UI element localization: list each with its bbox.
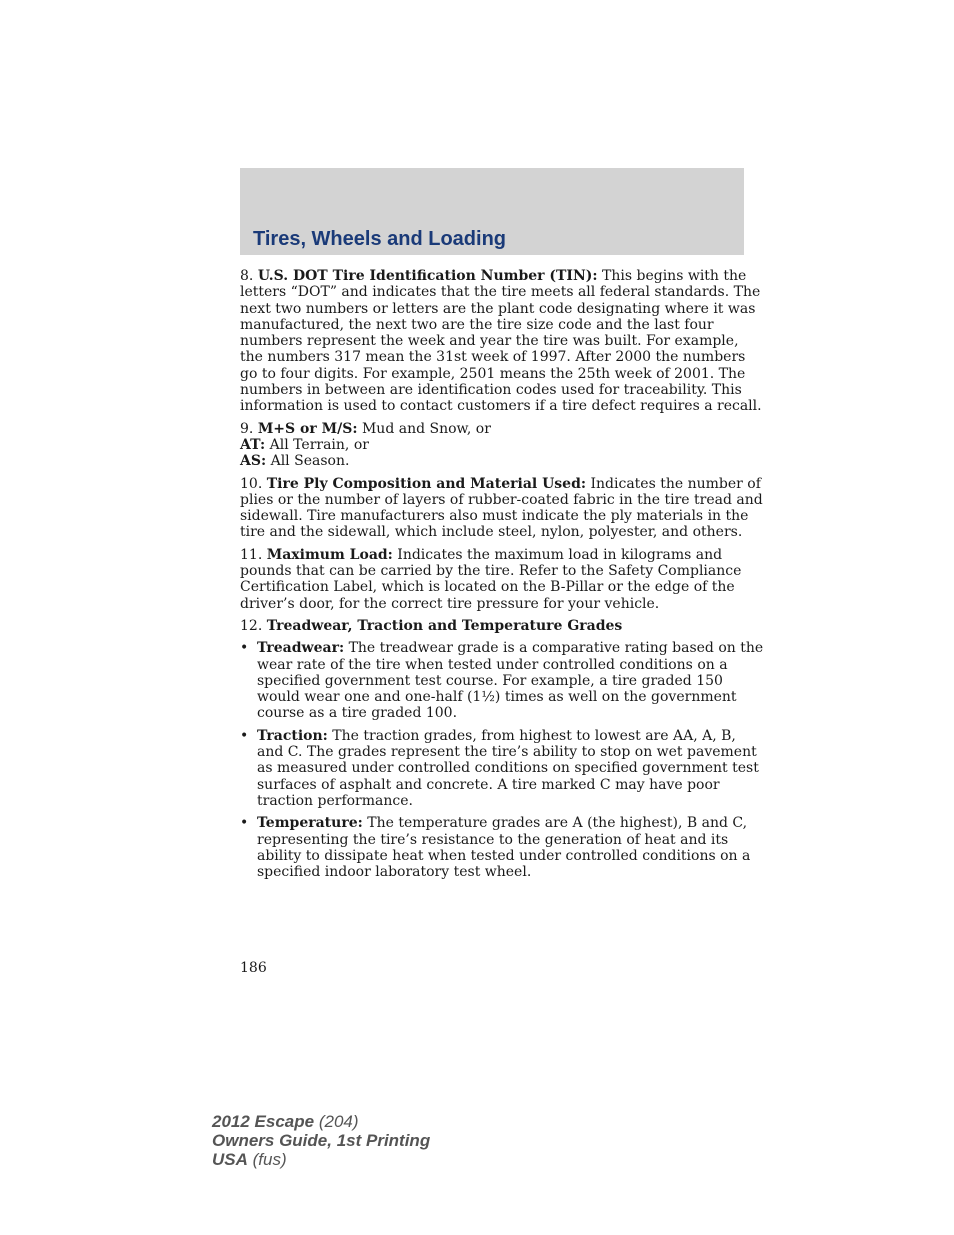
text-line: as measured under controlled conditions on specified government test bbox=[257, 760, 759, 777]
bullet-term: Treadwear: bbox=[257, 640, 345, 657]
text-line: manufactured, the next two are the tire size code and the last four bbox=[240, 316, 714, 333]
bullet-temperature bbox=[240, 815, 751, 881]
item-number: 9. bbox=[240, 420, 254, 437]
text-line: representing the tire’s resistance to the generation of heat and its bbox=[257, 831, 729, 848]
section-title: Tires, Wheels and Loading bbox=[253, 228, 507, 250]
bullet-term: Traction: bbox=[257, 727, 328, 744]
item-10-first-line bbox=[240, 475, 761, 492]
item-9-line-as bbox=[240, 453, 744, 469]
item-term: Treadwear, Traction and Temperature Grades bbox=[266, 617, 623, 634]
bullet-glyph: • bbox=[240, 815, 249, 832]
item-term: Tire Ply Composition and Material Used: bbox=[266, 475, 587, 492]
text-line: go to four digits. For example, 2501 means the 25th week of 2001. The bbox=[240, 365, 746, 382]
item-text: This begins with the bbox=[602, 268, 747, 284]
text-line: Certification Label, which is located on the B-Pillar or the edge of the bbox=[240, 579, 735, 596]
text-line: the numbers 317 mean the 31st week of 1997. After 2000 the numbers bbox=[240, 349, 746, 366]
text-line: course as a tire graded 100. bbox=[257, 705, 458, 722]
item-text: Mud and Snow, or bbox=[361, 420, 491, 437]
text-line: plies or the number of layers of rubber-coated fabric in the tire tread and bbox=[240, 491, 763, 508]
text-line: numbers represent the week and year the tire was built. For example, bbox=[240, 333, 739, 350]
section-header bbox=[240, 168, 744, 255]
item-12-line bbox=[240, 618, 744, 634]
item-12-paragraph bbox=[240, 618, 744, 634]
item-term: AS: bbox=[240, 453, 267, 470]
bullet-first-line bbox=[257, 640, 764, 657]
item-term: U.S. DOT Tire Identification Number (TIN): bbox=[257, 268, 598, 284]
text-line: driver’s door, for the correct tire pressure for your vehicle. bbox=[240, 595, 660, 612]
text-line: pounds that can be carried by the tire. Refer to the Safety Compliance bbox=[240, 563, 742, 580]
item-8-first-line bbox=[240, 268, 747, 284]
footer-guide-line bbox=[212, 1131, 430, 1150]
item-8-paragraph bbox=[240, 268, 762, 415]
item-term: AT: bbox=[240, 436, 266, 453]
page-content bbox=[240, 268, 764, 886]
footer-model-code: (204) bbox=[318, 1112, 359, 1131]
bullet-glyph: • bbox=[240, 727, 249, 744]
footer-model-line bbox=[212, 1112, 430, 1131]
text-line: wear rate of the tire when tested under controlled conditions on a bbox=[257, 656, 728, 673]
footer-model: 2012 Escape bbox=[212, 1112, 315, 1131]
document-footer bbox=[212, 1112, 430, 1169]
text-line: information is used to contact customers if a tire defect requires a recall. bbox=[240, 398, 762, 415]
text-line: numbers in between are identification codes used for traceability. This bbox=[240, 382, 742, 399]
text-line: sidewall. Tire manufacturers also must indicate the ply materials in the bbox=[240, 508, 749, 525]
footer-market-line bbox=[212, 1150, 430, 1169]
text-line: and C. The grades represent the tire’s ability to stop on wet pavement bbox=[257, 744, 757, 761]
text-line: letters “DOT” and indicates that the tire meets all federal standards. The bbox=[240, 284, 761, 301]
bullet-first-line bbox=[257, 728, 744, 744]
item-10-paragraph bbox=[240, 475, 763, 541]
text-line: traction performance. bbox=[257, 792, 413, 809]
item-text: All Terrain, or bbox=[269, 436, 369, 453]
footer-market-code: (fus) bbox=[252, 1150, 287, 1169]
item-number: 10. bbox=[240, 475, 263, 492]
item-text: All Season. bbox=[270, 453, 350, 470]
footer-market: USA bbox=[212, 1150, 248, 1169]
text-line: surfaces of asphalt and concrete. A tire marked C may have poor bbox=[257, 776, 720, 793]
page-number: 186 bbox=[240, 960, 267, 976]
item-11-paragraph bbox=[240, 547, 744, 612]
item-9-paragraph bbox=[240, 421, 744, 470]
item-term: M+S or M/S: bbox=[257, 420, 358, 437]
item-number: 12. bbox=[240, 617, 263, 634]
item-9-line-at bbox=[240, 437, 744, 453]
item-number: 8. bbox=[240, 268, 254, 284]
bullet-text: The treadwear grade is a comparative rating based on the bbox=[348, 640, 764, 657]
item-number: 11. bbox=[240, 546, 263, 563]
item-11-first-line bbox=[240, 547, 744, 563]
footer-guide: Owners Guide, 1st Printing bbox=[212, 1131, 431, 1150]
item-term: Maximum Load: bbox=[266, 546, 393, 563]
text-line: specified indoor laboratory test wheel. bbox=[257, 864, 532, 881]
bullet-text: The temperature grades are A (the highest), B and C, bbox=[367, 815, 748, 832]
bullet-traction bbox=[240, 727, 759, 809]
bullet-term: Temperature: bbox=[257, 815, 363, 832]
text-line: next two numbers or letters are the plant code designating where it was bbox=[240, 300, 756, 317]
bullet-text: The traction grades, from highest to lowest are AA, A, B, bbox=[332, 727, 736, 744]
item-9-line-ms bbox=[240, 421, 744, 437]
text-line: ability to dissipate heat when tested under controlled conditions on a bbox=[257, 847, 751, 864]
text-line: would wear one and one-half (1½) times as well on the government bbox=[257, 689, 737, 706]
bullet-treadwear bbox=[240, 640, 764, 722]
bullet-glyph: • bbox=[240, 640, 249, 657]
item-text: Indicates the maximum load in kilograms and bbox=[397, 546, 723, 563]
item-text: Indicates the number of bbox=[590, 475, 761, 492]
text-line: tire and the sidewall, which include steel, nylon, polyester, and others. bbox=[240, 524, 743, 541]
text-line: specified government test course. For example, a tire graded 150 bbox=[257, 672, 723, 689]
bullet-first-line bbox=[257, 815, 748, 832]
